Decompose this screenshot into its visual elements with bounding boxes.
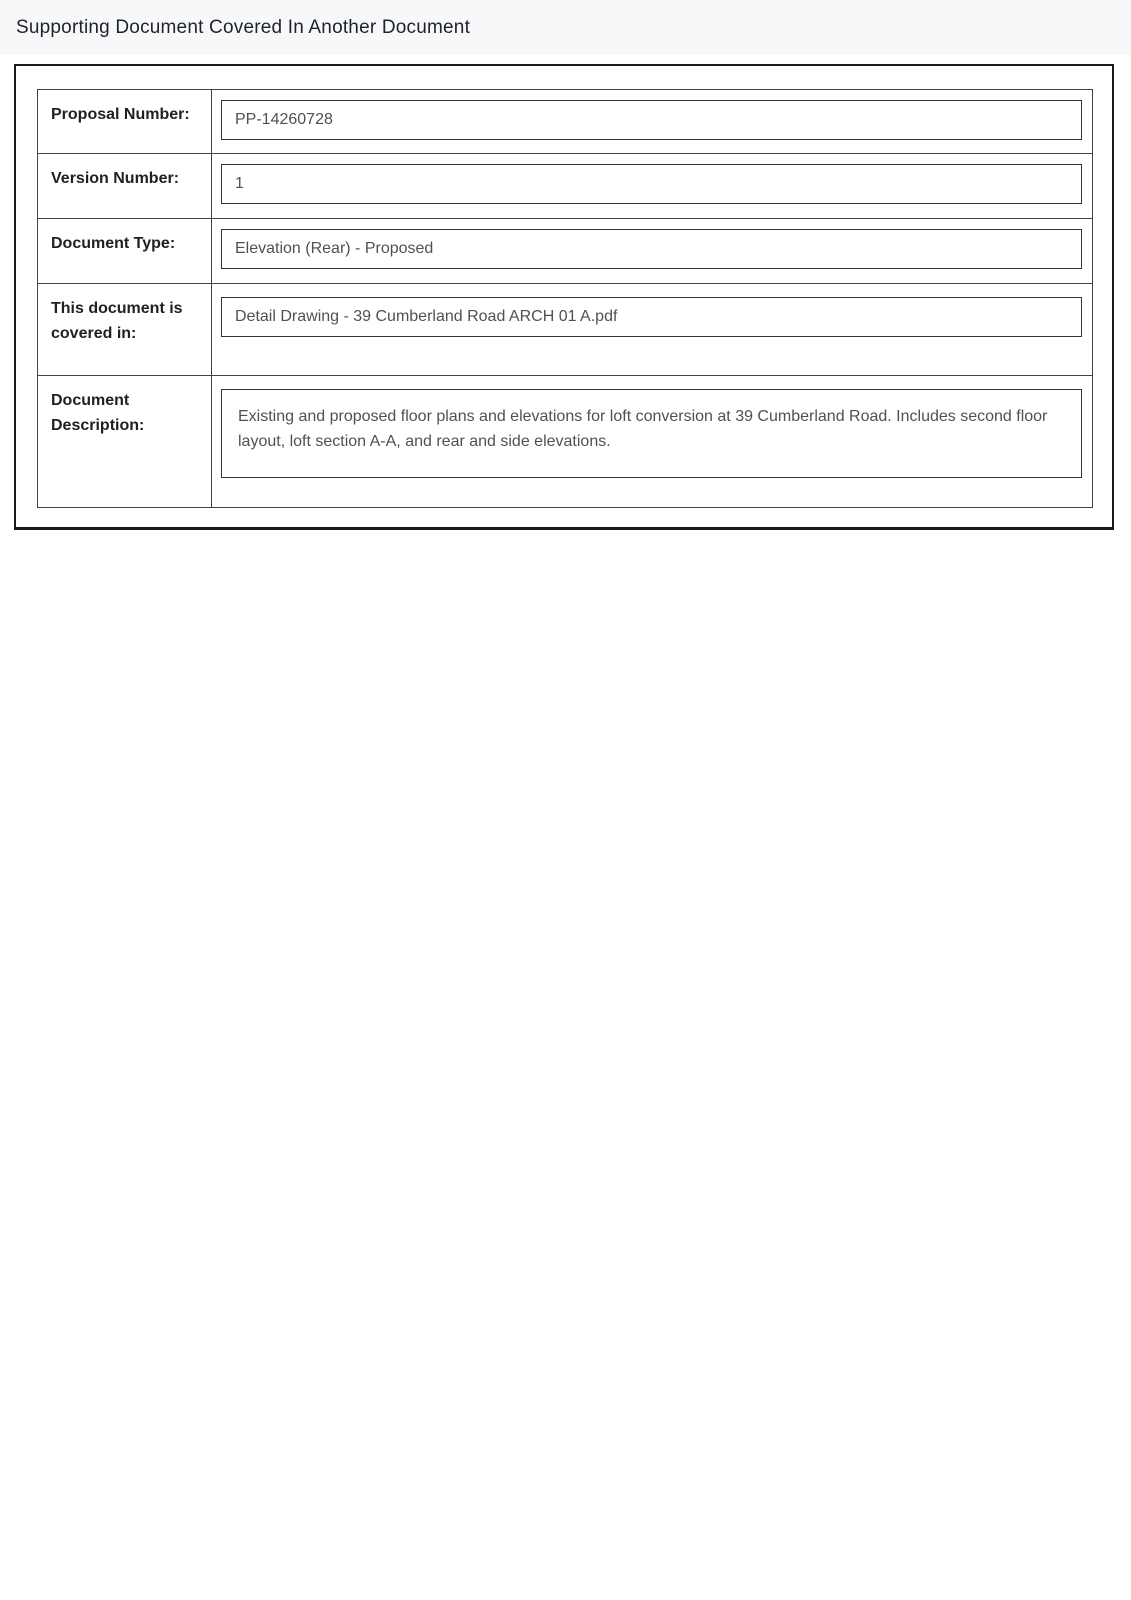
document-type-label: Document Type:: [38, 219, 212, 283]
document-description-cell: [212, 376, 1092, 507]
proposal-number-cell: [212, 90, 1092, 153]
page-header: [0, 0, 1131, 55]
form-row-covered-in: [38, 284, 1092, 376]
form-row-document-description: [38, 376, 1092, 507]
version-number-label: Version Number:: [38, 154, 212, 218]
document-type-cell: [212, 219, 1092, 283]
form-row-version-number: [38, 154, 1092, 219]
version-number-cell: [212, 154, 1092, 218]
form-row-document-type: [38, 219, 1092, 284]
form-table: [37, 89, 1093, 508]
document-description-label: Document Description:: [38, 376, 212, 507]
covered-in-label: This document is covered in:: [38, 284, 212, 375]
form-row-proposal-number: [38, 90, 1092, 154]
covered-in-cell: [212, 284, 1092, 375]
proposal-number-input[interactable]: [221, 100, 1082, 140]
covered-in-input[interactable]: [221, 297, 1082, 337]
document-type-input[interactable]: [221, 229, 1082, 269]
proposal-number-label: Proposal Number:: [38, 90, 212, 153]
document-description-textarea[interactable]: [221, 389, 1082, 478]
supporting-document-form: [14, 64, 1114, 530]
page-title: Supporting Document Covered In Another Document: [16, 16, 471, 38]
version-number-input[interactable]: [221, 164, 1082, 204]
